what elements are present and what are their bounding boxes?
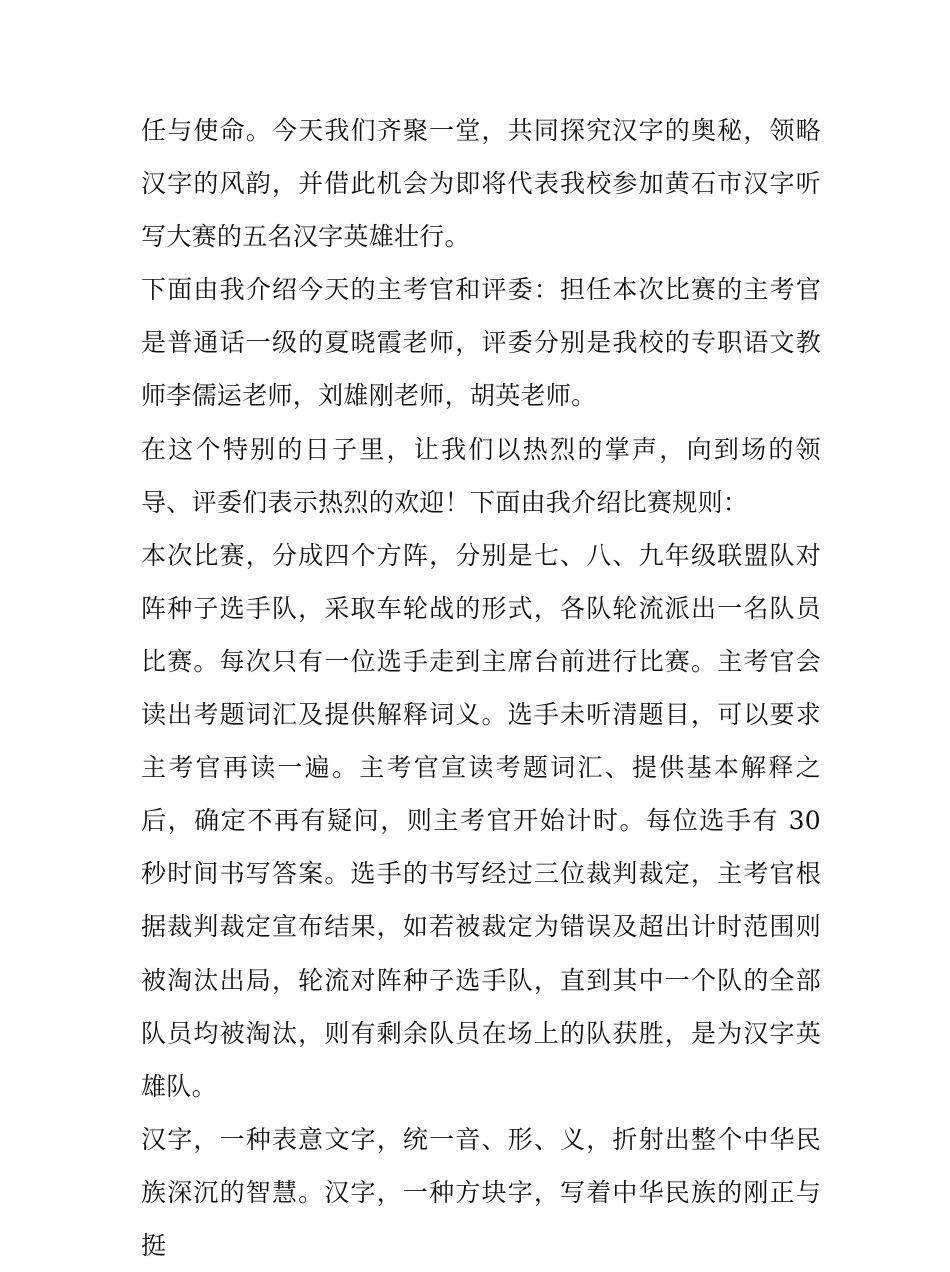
paragraph-3: 在这个特别的日子里，让我们以热烈的掌声，向到场的领导、评委们表示热烈的欢迎！下面由我介绍比赛规则： bbox=[141, 434, 821, 517]
paragraph-5: 汉字，一种表意文字，统一音、形、义，折射出整个中华民族深沉的智慧。汉字，一种方块字，写着中华民族的刚正与挺 bbox=[141, 1124, 821, 1260]
paragraph-4: 本次比赛，分成四个方阵，分别是七、八、九年级联盟队对阵种子选手队，采取车轮战的形式，各队轮流派出一名队员比赛。每次只有一位选手走到主席台前进行比赛。主考官会读出考题词汇及提供解释词义。选手未听清题目，可以要求主考官再读一遍。主考官宣读考题词汇、提供基本解释之后，确定不再有疑问，则主考官开始计时。每位选手有 30 秒时间书写答案。选手的书写经过三位裁判裁定，主考官根据裁判裁定宣布结果，如若被裁定为错误及超出计时范围则被淘汰出局，轮流对阵种子选手队，直到其中一个队的全部队员均被淘汰，则有剩余队员在场上的队获胜，是为汉字英雄队。 bbox=[141, 540, 821, 1101]
paragraph-2: 下面由我介绍今天的主考官和评委：担任本次比赛的主考官是普通话一级的夏晓霞老师，评委分别是我校的专职语文教师李儒运老师，刘雄刚老师，胡英老师。 bbox=[141, 275, 821, 411]
body-text bbox=[141, 104, 821, 1272]
paragraph-1: 任与使命。今天我们齐聚一堂，共同探究汉字的奥秘，领略汉字的风韵，并借此机会为即将代表我校参加黄石市汉字听写大赛的五名汉字英雄壮行。 bbox=[141, 116, 821, 252]
